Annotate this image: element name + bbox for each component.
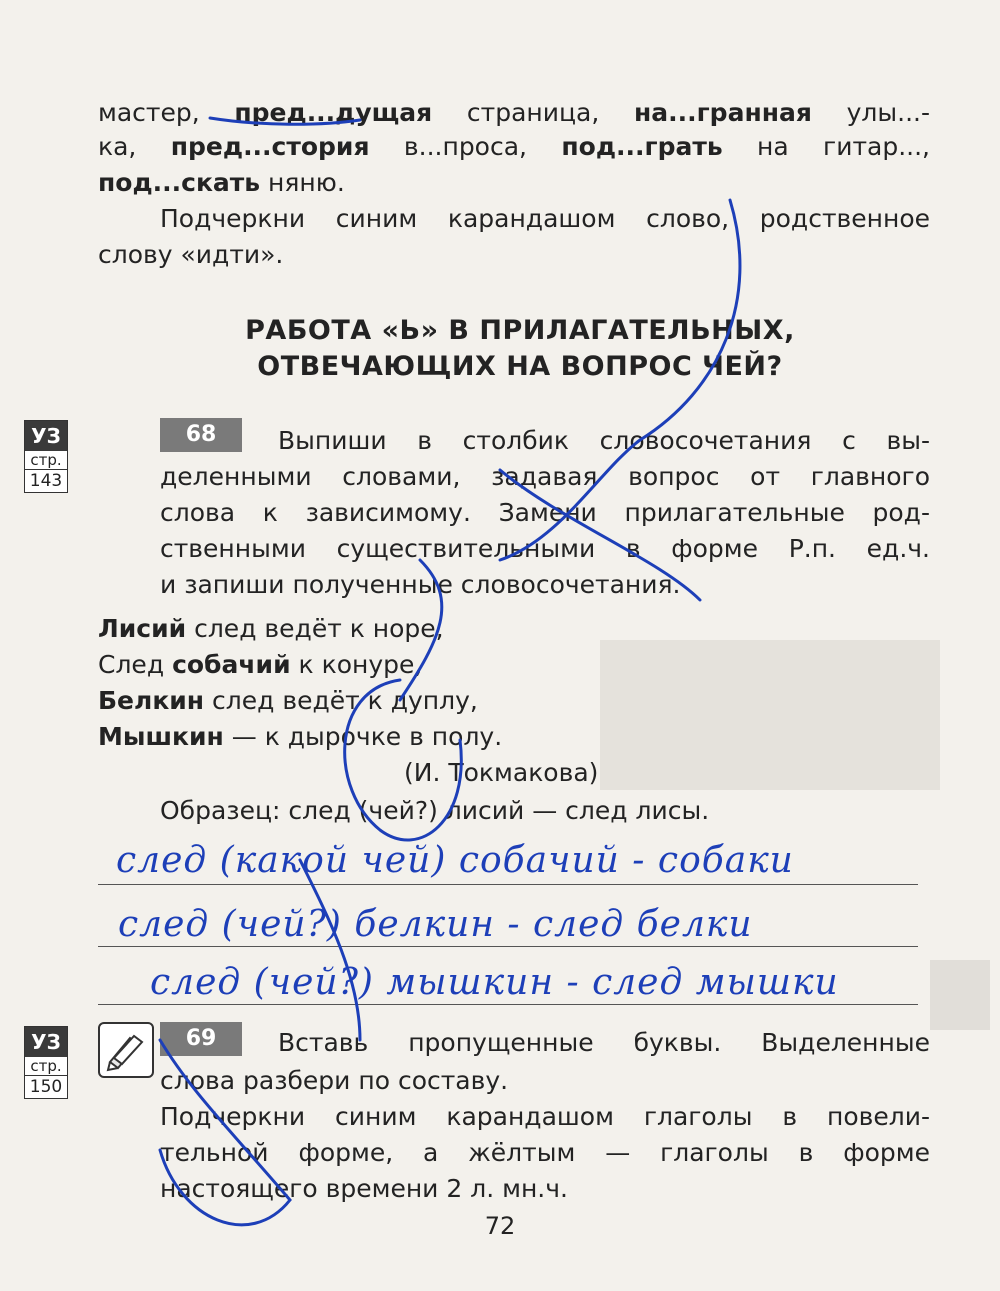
side-tag-page-number: 143 <box>25 469 67 492</box>
poem-author: (И. Токмакова) <box>404 758 599 787</box>
task-68-line-3: слова к зависимому. Замени прилагательные род- <box>160 498 930 527</box>
side-tag-page-number: 150 <box>25 1075 67 1098</box>
task-68-line-5: и запиши полученные словосочетания. <box>160 570 681 599</box>
task-69-line-3: Подчеркни синим карандашом глаголы в повели- <box>160 1102 930 1131</box>
task-68-line-1: Выпиши в столбик словосочетания с вы- <box>278 426 930 455</box>
instruction-1-line-1: Подчеркни синим карандашом слово, родственное <box>160 204 930 233</box>
task-number-badge: 69 <box>160 1022 242 1056</box>
text-line-2: ка, пред...стория в...проса, под...грать на гитар..., <box>98 132 930 161</box>
poem-line-4: Мышкин — к дырочке в полу. <box>98 722 503 751</box>
instruction-1-line-2: слову «идти». <box>98 240 284 269</box>
task-69-line-1: Вставь пропущенные буквы. Выделенные <box>278 1028 930 1057</box>
sample-text: Образец: след (чей?) лисий — след лисы. <box>160 796 710 825</box>
poem-line-3: Белкин след ведёт к дуплу, <box>98 686 478 715</box>
task-69-line-2: слова разбери по составу. <box>160 1066 509 1095</box>
task-69-line-5: настоящего времени 2 л. мн.ч. <box>160 1174 568 1203</box>
text-line-3: под...скать няню. <box>98 168 345 197</box>
side-reference-tag <box>24 420 68 493</box>
page-number: 72 <box>484 1212 516 1240</box>
poem-line-1: Лисий след ведёт к норе, <box>98 614 444 643</box>
handwritten-answer-1: след (какой чей) собачий - собаки <box>116 840 794 881</box>
pencil-icon <box>98 1022 154 1078</box>
task-68-line-4: ственными существительными в форме Р.п. ед.ч. <box>160 534 930 563</box>
section-heading-line-1: РАБОТА «Ь» В ПРИЛАГАТЕЛЬНЫХ, <box>245 315 795 346</box>
answer-line <box>98 946 918 947</box>
text-line-1: мастер, пред...дущая страница, на...гранная улы...- <box>98 98 930 127</box>
handwritten-answer-3: след (чей?) мышкин - след мышки <box>150 962 839 1003</box>
task-number-badge: 68 <box>160 418 242 452</box>
side-tag-page-word: стр. <box>30 1057 62 1075</box>
side-reference-tag <box>24 1026 68 1099</box>
answer-line <box>98 884 918 885</box>
task-69-line-4: тельной форме, а жёлтым — глаголы в форме <box>160 1138 930 1167</box>
handwritten-answer-2: след (чей?) белкин - след белки <box>118 904 753 945</box>
task-68-line-2: деленными словами, задавая вопрос от главного <box>160 462 930 491</box>
section-heading-line-2: ОТВЕЧАЮЩИХ НА ВОПРОС ЧЕЙ? <box>257 351 783 382</box>
side-tag-label: УЗ <box>25 1027 67 1057</box>
side-tag-label: УЗ <box>25 421 67 451</box>
side-tag-page-word: стр. <box>30 451 62 469</box>
poem-line-2: След собачий к конуре, <box>98 650 423 679</box>
answer-line <box>98 1004 918 1005</box>
